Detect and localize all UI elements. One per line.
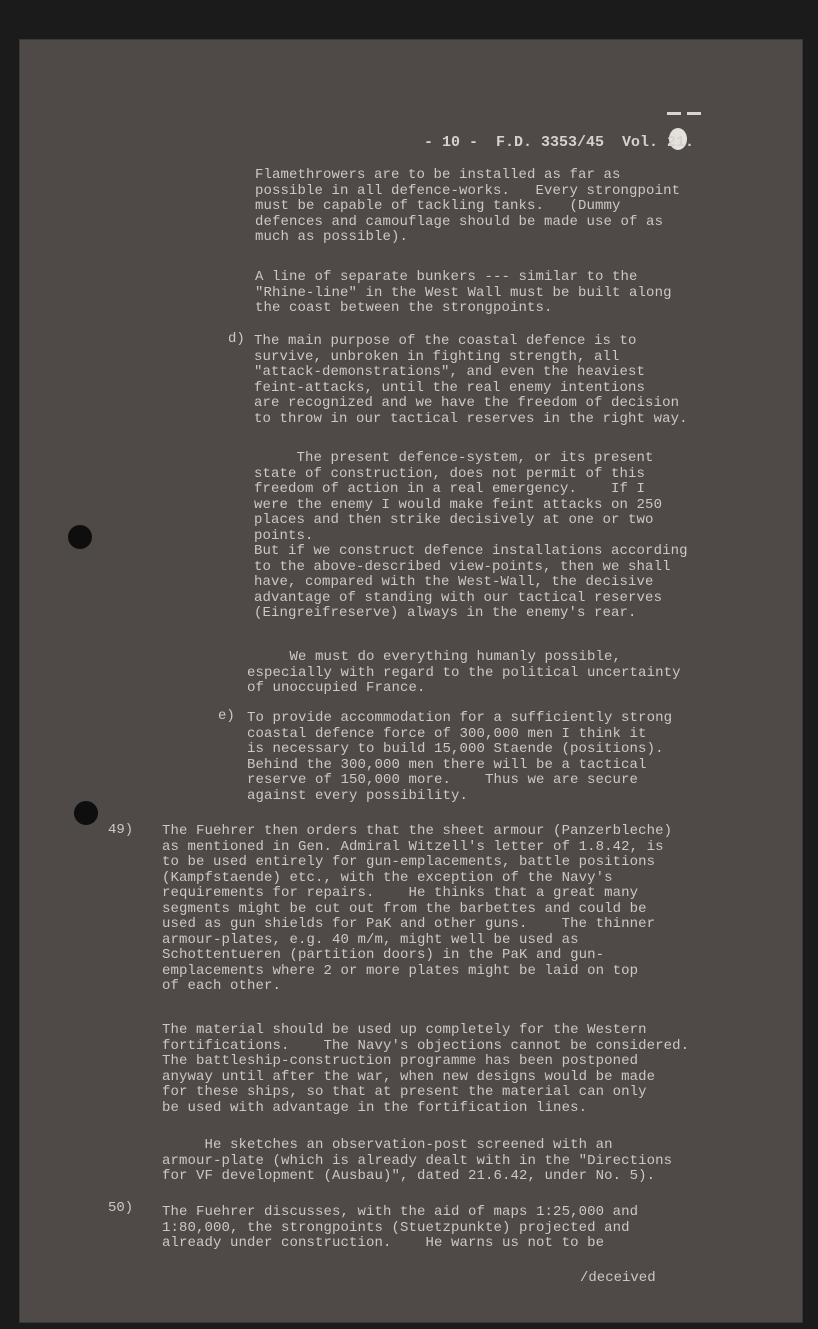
item-label-49: 49) bbox=[108, 822, 134, 838]
item-label-50: 50) bbox=[108, 1200, 134, 1216]
page-header: - 10 - F.D. 3353/45 Vol. 21. bbox=[424, 134, 695, 151]
paragraph-50: The Fuehrer discusses, with the aid of maps 1:25,000 and 1:80,000, the strongpoints (Stuetzpunkte) projected and already under construction. He warns us not to be bbox=[162, 1204, 639, 1251]
item-label-e: e) bbox=[218, 708, 235, 724]
paragraph-e: To provide accommodation for a sufficiently strong coastal defence force of 300,000 men I think it is necessary to build 15,000 Staende (positions). Behind the 300,000 men there will be a tactical reserve of 150,000 more. Thus we are secure against every possibility. bbox=[247, 710, 673, 804]
punch-hole bbox=[74, 801, 98, 825]
paragraph-defence-system: The present defence-system, or its present state of construction, does not permit of this freedom of action in a real emergency. If I were the enemy I would make feint attacks on 250 places and then strike decisively at one or two points. But if we construct defence installations according to the above-described view-points, then we shall have, compared with the West-Wall, the decisive advantage of standing with our tactical reserves (Eingreifreserve) always in the enemy's rear. bbox=[254, 450, 688, 621]
punch-hole bbox=[68, 525, 92, 549]
item-label-d: d) bbox=[228, 331, 245, 347]
paragraph-flamethrowers: Flamethrowers are to be installed as far as possible in all defence-works. Every strongpoint must be capable of tackling tanks. (Dummy defences and camouflage should be made use of as much as possible). bbox=[255, 167, 681, 245]
paragraph-d: The main purpose of the coastal defence is to survive, unbroken in fighting strength, all "attack-demonstrations", and even the heaviest feint-attacks, until the real enemy intentions are recognized and we have the freedom of decision to throw in our tactical reserves in the right way. bbox=[254, 333, 688, 427]
catchword: /deceived bbox=[580, 1270, 656, 1286]
paragraph-observation-post: He sketches an observation-post screened with an armour-plate (which is already dealt with in the "Directions for VF development (Ausbau)", dated 21.6.42, under No. 5). bbox=[162, 1137, 673, 1184]
paragraph-material: The material should be used up completely for the Western fortifications. The Navy's objections cannot be considered. The battleship-construction programme has been postponed anyway until after the war, when new designs would be made for these ships, so that at present the material can only be used with advantage in the fortification lines. bbox=[162, 1022, 690, 1116]
paragraph-49: The Fuehrer then orders that the sheet armour (Panzerbleche) as mentioned in Gen. Admiral Witzell's letter of 1.8.42, is to be used entirely for gun-emplacements, battle positions (Kampfstaende) etc., with the exception of the Navy's requirements for repairs. He thinks that a great many segments might be cut out from the barbettes and could be used as gun shields for PaK and other guns. The thinner armour-plates, e.g. 40 m/m, might well be used as Schottentueren (partition doors) in the PaK and gun- emplacements where 2 or more plates might be laid on top of each other. bbox=[162, 823, 673, 994]
paragraph-bunkers: A line of separate bunkers --- similar to the "Rhine-line" in the West Wall must be built along the coast between the strongpoints. bbox=[255, 269, 672, 316]
paragraph-unoccupied-france: We must do everything humanly possible, especially with regard to the political uncertainty of unoccupied France. bbox=[247, 649, 681, 696]
